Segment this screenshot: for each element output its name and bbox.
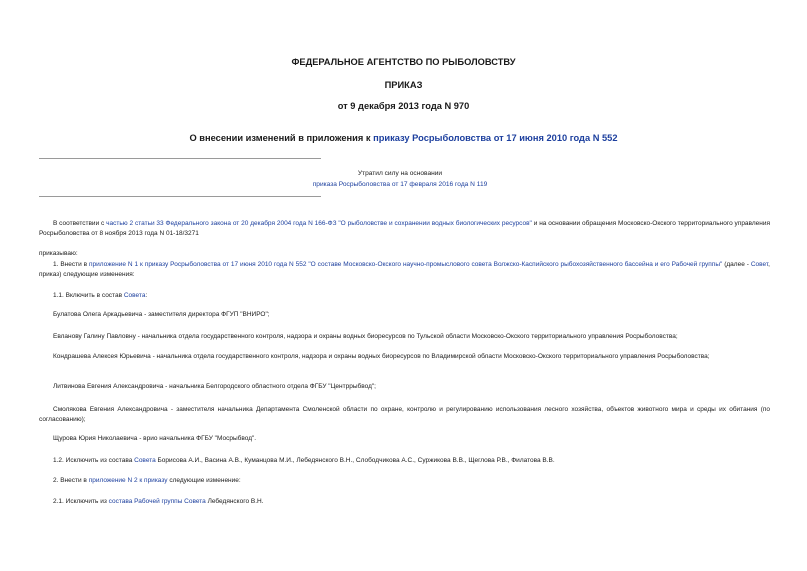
- status-note-line1: Утратил силу на основании: [357, 170, 443, 177]
- text-fragment: следующие изменение:: [167, 477, 241, 484]
- member-kondrashev: Кондрашева Алексея Юрьевича - начальника отдела государственного контроля, надзора и охраны водных биоресурсов по Владимирской области Московско-Окского территориального управления Росрыболовства;: [53, 353, 710, 360]
- council-link[interactable]: Совета: [123, 292, 146, 299]
- text-fragment: 1.1. Включить в состав: [53, 292, 124, 299]
- agency-heading: ФЕДЕРАЛЬНОЕ АГЕНТСТВО ПО РЫБОЛОВСТВУ: [291, 57, 516, 67]
- text-fragment: и на основании обращения Московско-Окского территориального управления Росрыболовства от 8 ноября 2013 года N 01-18/3271: [39, 220, 771, 237]
- text-fragment: , приказ) следующие изменения:: [39, 261, 770, 278]
- paragraph-item-1-1: [39, 291, 770, 301]
- text-fragment: 1.2. Исключить из состава: [53, 457, 135, 464]
- separator-rule-top: [39, 158, 321, 159]
- text-fragment: 1. Внести в: [53, 261, 90, 268]
- appendix-1-link[interactable]: приложение N 1 к приказу Росрыболовства от 17 июня 2010 года N 552 "О составе Московско-Окского научно-промыслового совета Волжско-Каспийского рыбохозяйственного бассейна и его Рабочей группы": [89, 261, 723, 268]
- paragraph-item-2: [39, 476, 770, 486]
- paragraph-basis: [39, 219, 770, 238]
- council-link[interactable]: Совет: [750, 261, 769, 268]
- title-prefix: О внесении изменений в приложения к: [189, 133, 374, 143]
- doc-type-heading: ПРИКАЗ: [384, 80, 423, 90]
- member-bulatov: Булатова Олега Аркадьевича - заместителя директора ФГУП "ВНИРО";: [53, 311, 270, 318]
- working-group-link[interactable]: состава Рабочей группы Совета: [108, 498, 206, 505]
- date-number-heading: от 9 декабря 2013 года N 970: [337, 101, 470, 111]
- text-fragment: Борисова А.И., Васина А.В., Куманцова М.И., Лебедянского В.Н., Слободчикова А.С., Суржикова В.В., Щеглова Р.В., Филатова В.В.: [155, 457, 555, 464]
- member-litvinov: Литвинова Евгения Александровича - начальника Белгородского областного отдела ФГБУ "Центррыбвод";: [53, 383, 376, 390]
- federal-law-link[interactable]: частью 2 статьи 33 Федерального закона от 20 декабря 2004 года N 166-ФЗ "О рыболовстве и сохранении водных биологических ресурсов": [106, 220, 532, 227]
- member-evlanova: Евланову Галину Павловну - начальника отдела государственного контроля, надзора и охраны водных биоресурсов по Тульской области Московско-Окского территориального управления Росрыболовства;: [53, 333, 678, 340]
- document-title: [0, 133, 807, 143]
- paragraph-order-word: приказываю:: [39, 250, 78, 257]
- separator-rule-bottom: [39, 196, 321, 197]
- title-order-link[interactable]: приказу Росрыболовства от 17 июня 2010 года N 552: [373, 133, 618, 143]
- text-fragment: 2.1. Исключить из: [53, 498, 109, 505]
- council-link[interactable]: Совета: [134, 457, 156, 464]
- member-shchurov: Щурова Юрия Николаевича - врио начальника ФГБУ "Мосрыбвод".: [53, 435, 257, 442]
- text-fragment: (далее -: [722, 261, 751, 268]
- member-smolyakov: Смолякова Евгения Александровича - заместителя начальника Департамента Смоленской области по охране, контролю и регулированию использования лесного хозяйства, объектов животного мира и среды их обитания (по согласованию);: [39, 406, 770, 423]
- status-note-link[interactable]: приказа Росрыболовства от 17 февраля 2016 года N 119: [312, 181, 488, 188]
- text-fragment: Лебедянского В.Н.: [205, 498, 264, 505]
- text-fragment: :: [145, 292, 148, 299]
- text-fragment: В соответствии с: [53, 220, 107, 227]
- appendix-2-link[interactable]: приложение N 2 к приказу: [88, 477, 168, 484]
- paragraph-item-1-2: [39, 456, 770, 466]
- paragraph-item-1: [39, 260, 770, 279]
- paragraph-item-2-1: [39, 497, 770, 507]
- text-fragment: 2. Внести в: [53, 477, 89, 484]
